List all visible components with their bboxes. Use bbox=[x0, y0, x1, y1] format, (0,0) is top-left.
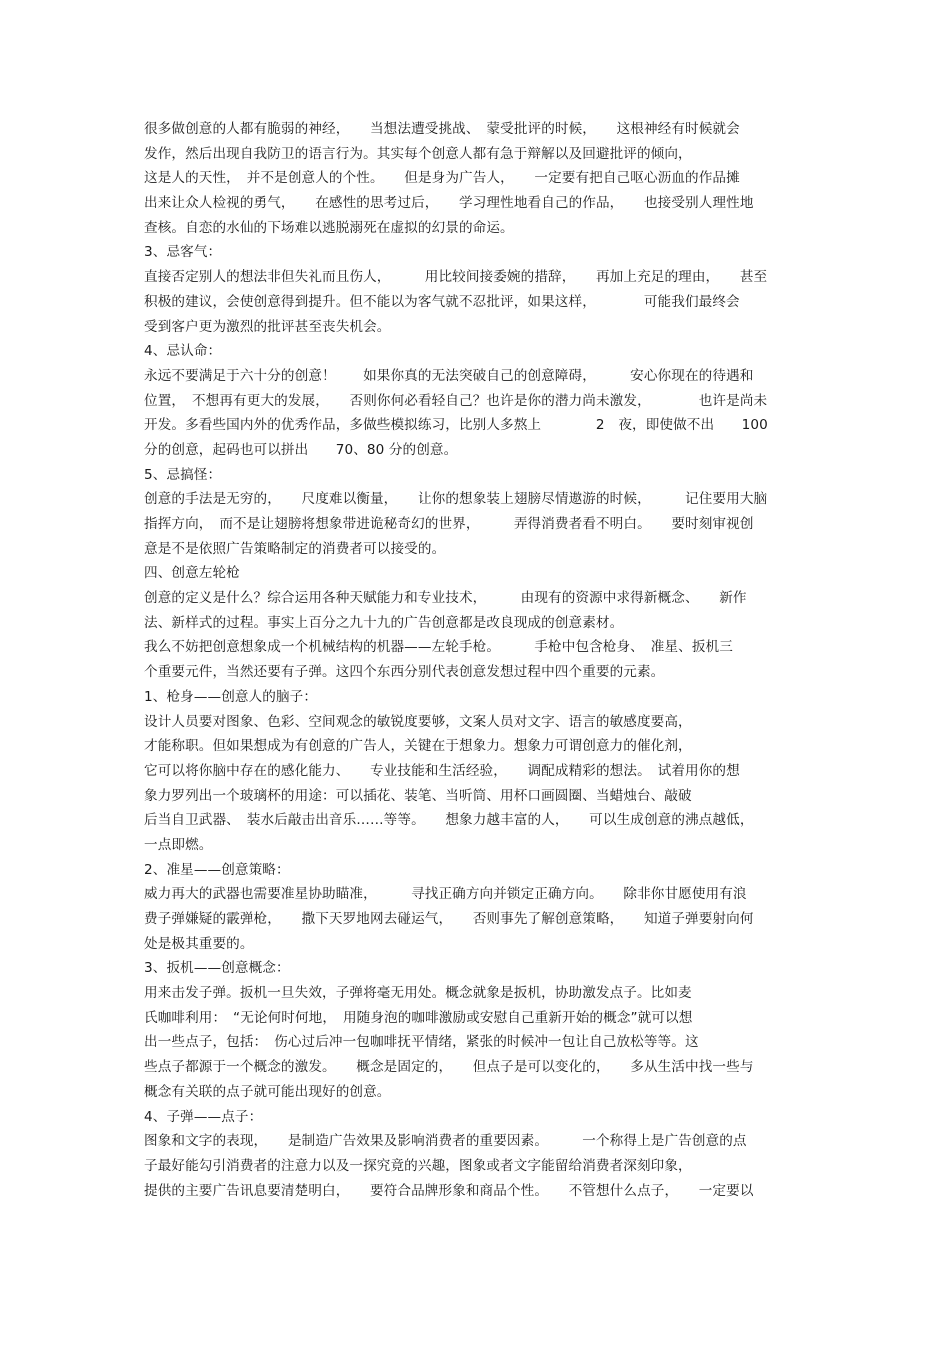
text-line: 提供的主要广告讯息要清楚明白， 要符合品牌形象和商品个性。 不管想什么点子， 一定要以 bbox=[144, 1182, 754, 1199]
text-line: 才能称职。但如果想成为有创意的广告人，关键在于想象力。想象力可谓创意力的催化剂， bbox=[144, 738, 692, 755]
text-line: 法、新样式的过程。事实上百分之九十九的广告创意都是改良现成的创意素材。 bbox=[144, 614, 624, 631]
text-line: 永远不要满足于六十分的创意！ 如果你真的无法突破自己的创意障碍， 安心你现在的待遇和 bbox=[144, 367, 754, 384]
section-heading: 5、忌搞怪： bbox=[144, 466, 222, 483]
text-line: 象力罗列出一个玻璃杯的用途：可以插花、装笔、当听筒、用杯口画圆圈、当蜡烛台、敲破 bbox=[144, 787, 692, 804]
section-heading: 4、子弹——点子： bbox=[144, 1108, 263, 1125]
section-heading: 4、忌认命： bbox=[144, 343, 222, 360]
text-line: 发作，然后出现自我防卫的语言行为。其实每个创意人都有急于辩解以及回避批评的倾向， bbox=[144, 145, 692, 162]
chapter-heading: 四、创意左轮枪 bbox=[144, 565, 240, 582]
text-line: 子最好能勾引消费者的注意力以及一探究竟的兴趣，图象或者文字能留给消费者深刻印象， bbox=[144, 1157, 692, 1174]
text-line: 用来击发子弹。扳机一旦失效，子弹将毫无用处。概念就象是扳机，协助激发点子。比如麦 bbox=[144, 985, 692, 1002]
text-line: 创意的手法是无穷的， 尺度难以衡量， 让你的想象装上翅膀尽情遨游的时候， 记住要用大脑 bbox=[144, 491, 768, 508]
text-line: 概念有关联的点子就可能出现好的创意。 bbox=[144, 1083, 391, 1100]
text-line: 查核。自恋的水仙的下场难以逃脱溺死在虚拟的幻景的命运。 bbox=[144, 219, 514, 236]
text-line: 这是人的天性， 并不是创意人的个性。 但是身为广告人， 一定要有把自己呕心沥血的作品摊 bbox=[144, 170, 740, 187]
text-line: 氏咖啡利用： “无论何时何地， 用随身泡的咖啡激励或安慰自己重新开始的概念”就可以想 bbox=[144, 1009, 693, 1026]
text-line: 费子弹嫌疑的霰弹枪， 撒下天罗地网去碰运气， 否则事先了解创意策略， 知道子弹要射向何 bbox=[144, 911, 754, 927]
text-line: 出一些点子，包括： 伤心过后冲一包咖啡抚平情绪，紧张的时候冲一包让自己放松等等。这 bbox=[144, 1034, 699, 1051]
section-heading: 3、扳机——创意概念： bbox=[144, 960, 290, 977]
text-line: 一点即燃。 bbox=[144, 836, 213, 853]
text-line: 我么不妨把创意想象成一个机械结构的机器——左轮手枪。 手枪中包含枪身、 准星、扳机三 bbox=[144, 639, 733, 656]
document-body bbox=[144, 117, 814, 1203]
text-line: 个重要元件，当然还要有子弹。这四个东西分别代表创意发想过程中四个重要的元素。 bbox=[144, 664, 665, 681]
text-line: 很多做创意的人都有脆弱的神经， 当想法遭受挑战、 蒙受批评的时候， 这根神经有时候就会 bbox=[144, 121, 740, 137]
section-heading: 1、枪身——创意人的脑子： bbox=[144, 688, 318, 705]
text-line: 受到客户更为激烈的批评甚至丧失机会。 bbox=[144, 318, 391, 335]
text-line: 后当自卫武器、 装水后敲击出音乐……等等。 想象力越丰富的人， 可以生成创意的沸点越低， bbox=[144, 812, 754, 829]
section-heading: 2、准星——创意策略： bbox=[144, 861, 290, 878]
text-line: 意是不是依照广告策略制定的消费者可以接受的。 bbox=[144, 540, 446, 557]
text-line: 些点子都源于一个概念的激发。 概念是固定的， 但点子是可以变化的， 多从生活中找一些与 bbox=[144, 1059, 754, 1076]
text-line: 积极的建议，会使创意得到提升。但不能以为客气就不忍批评，如果这样， 可能我们最终会 bbox=[144, 293, 740, 310]
text-line: 创意的定义是什么？综合运用各种天赋能力和专业技术， 由现有的资源中求得新概念、 新作 bbox=[144, 590, 747, 607]
text-line: 设计人员要对图象、色彩、空间观念的敏锐度要够，文案人员对文字、语言的敏感度要高， bbox=[144, 713, 692, 730]
text-line: 开发。多看些国内外的优秀作品，多做些模拟练习，比别人多熬上 2 夜，即使做不出 100 bbox=[144, 417, 768, 434]
text-line: 处是极其重要的。 bbox=[144, 935, 254, 952]
text-line: 指挥方向， 而不是让翅膀将想象带进诡秘奇幻的世界， 弄得消费者看不明白。 要时刻审视创 bbox=[144, 516, 754, 532]
text-line: 位置， 不想再有更大的发展， 否则你何必看轻自己？也许是你的潜力尚未激发， 也许是尚未 bbox=[144, 392, 768, 409]
text-line: 出来让众人检视的勇气， 在感性的思考过后， 学习理性地看自己的作品， 也接受别人理性地 bbox=[144, 195, 754, 212]
text-line: 它可以将你脑中存在的感化能力、 专业技能和生活经验， 调配成精彩的想法。 试着用你的想 bbox=[144, 762, 740, 779]
text-line: 图象和文字的表现， 是制造广告效果及影响消费者的重要因素。 一个称得上是广告创意的点 bbox=[144, 1133, 747, 1150]
section-heading: 3、忌客气： bbox=[144, 244, 222, 261]
text-line: 分的创意，起码也可以拼出 70、80 分的创意。 bbox=[144, 441, 458, 458]
text-line: 直接否定别人的想法非但失礼而且伤人， 用比较间接委婉的措辞， 再加上充足的理由， 甚至 bbox=[144, 269, 768, 286]
text-line: 威力再大的武器也需要准星协助瞄准， 寻找正确方向并锁定正确方向。 除非你甘愿使用有浪 bbox=[144, 886, 747, 903]
